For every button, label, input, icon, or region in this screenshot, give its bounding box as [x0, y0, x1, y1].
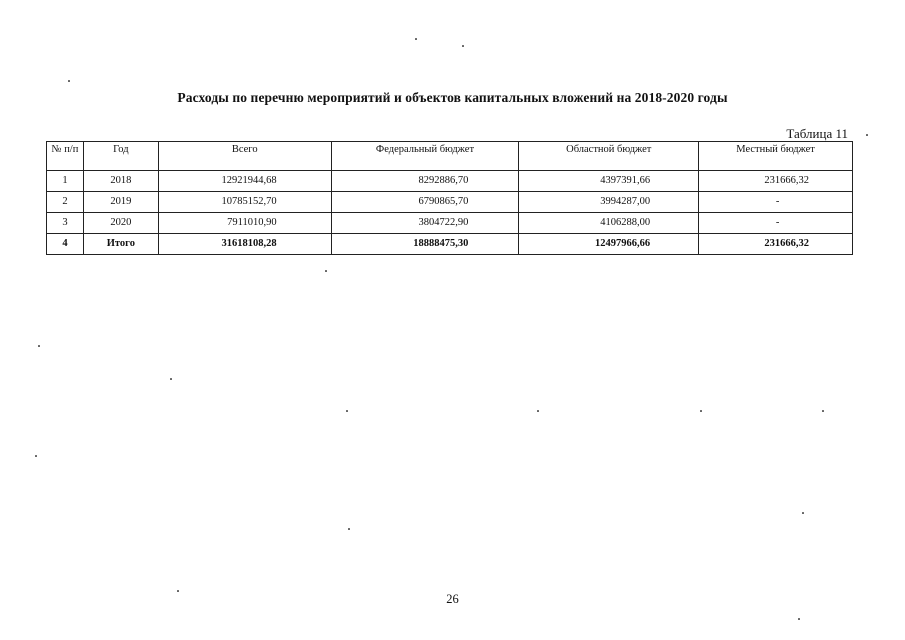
table-row	[47, 213, 853, 234]
cell-year: 2018	[83, 171, 158, 192]
cell-regional: 4397391,66	[519, 171, 699, 192]
scan-speck	[866, 134, 868, 136]
table-row	[47, 192, 853, 213]
cell-local: 231666,32	[699, 234, 853, 255]
scan-speck	[177, 590, 179, 592]
scan-speck	[798, 618, 800, 620]
scan-speck	[170, 378, 172, 380]
budget-table	[46, 141, 853, 255]
cell-federal: 8292886,70	[331, 171, 519, 192]
cell-year: 2020	[83, 213, 158, 234]
table-header	[47, 142, 853, 171]
cell-year: Итого	[83, 234, 158, 255]
cell-total: 12921944,68	[158, 171, 331, 192]
scan-speck	[325, 270, 327, 272]
cell-regional: 3994287,00	[519, 192, 699, 213]
scan-speck	[537, 410, 539, 412]
cell-federal: 18888475,30	[331, 234, 519, 255]
scan-speck	[462, 45, 464, 47]
cell-num: 4	[47, 234, 84, 255]
scan-speck	[348, 528, 350, 530]
table-total-row	[47, 234, 853, 255]
header-row	[47, 142, 853, 171]
cell-regional: 4106288,00	[519, 213, 699, 234]
cell-local: -	[699, 192, 853, 213]
table-body	[47, 171, 853, 255]
cell-num: 1	[47, 171, 84, 192]
scan-speck	[346, 410, 348, 412]
header-total: Всего	[158, 142, 331, 171]
cell-num: 3	[47, 213, 84, 234]
page-number: 26	[446, 592, 459, 606]
cell-federal: 6790865,70	[331, 192, 519, 213]
scan-speck	[68, 80, 70, 82]
cell-total: 10785152,70	[158, 192, 331, 213]
scan-speck	[38, 345, 40, 347]
header-num: № п/п	[47, 142, 84, 171]
header-regional: Областной бюджет	[519, 142, 699, 171]
cell-regional: 12497966,66	[519, 234, 699, 255]
cell-total: 7911010,90	[158, 213, 331, 234]
scan-speck	[822, 410, 824, 412]
scan-speck	[415, 38, 417, 40]
cell-num: 2	[47, 192, 84, 213]
header-year: Год	[83, 142, 158, 171]
cell-total: 31618108,28	[158, 234, 331, 255]
table-caption: Таблица 11	[786, 126, 848, 141]
table-row	[47, 171, 853, 192]
document-title: Расходы по перечню мероприятий и объектов капитальных вложений на 2018-2020 годы	[177, 90, 728, 105]
cell-local: 231666,32	[699, 171, 853, 192]
scan-speck	[700, 410, 702, 412]
scan-speck	[802, 512, 804, 514]
cell-year: 2019	[83, 192, 158, 213]
scan-speck	[35, 455, 37, 457]
header-local: Местный бюджет	[699, 142, 853, 171]
cell-federal: 3804722,90	[331, 213, 519, 234]
cell-local: -	[699, 213, 853, 234]
header-federal: Федеральный бюджет	[331, 142, 519, 171]
